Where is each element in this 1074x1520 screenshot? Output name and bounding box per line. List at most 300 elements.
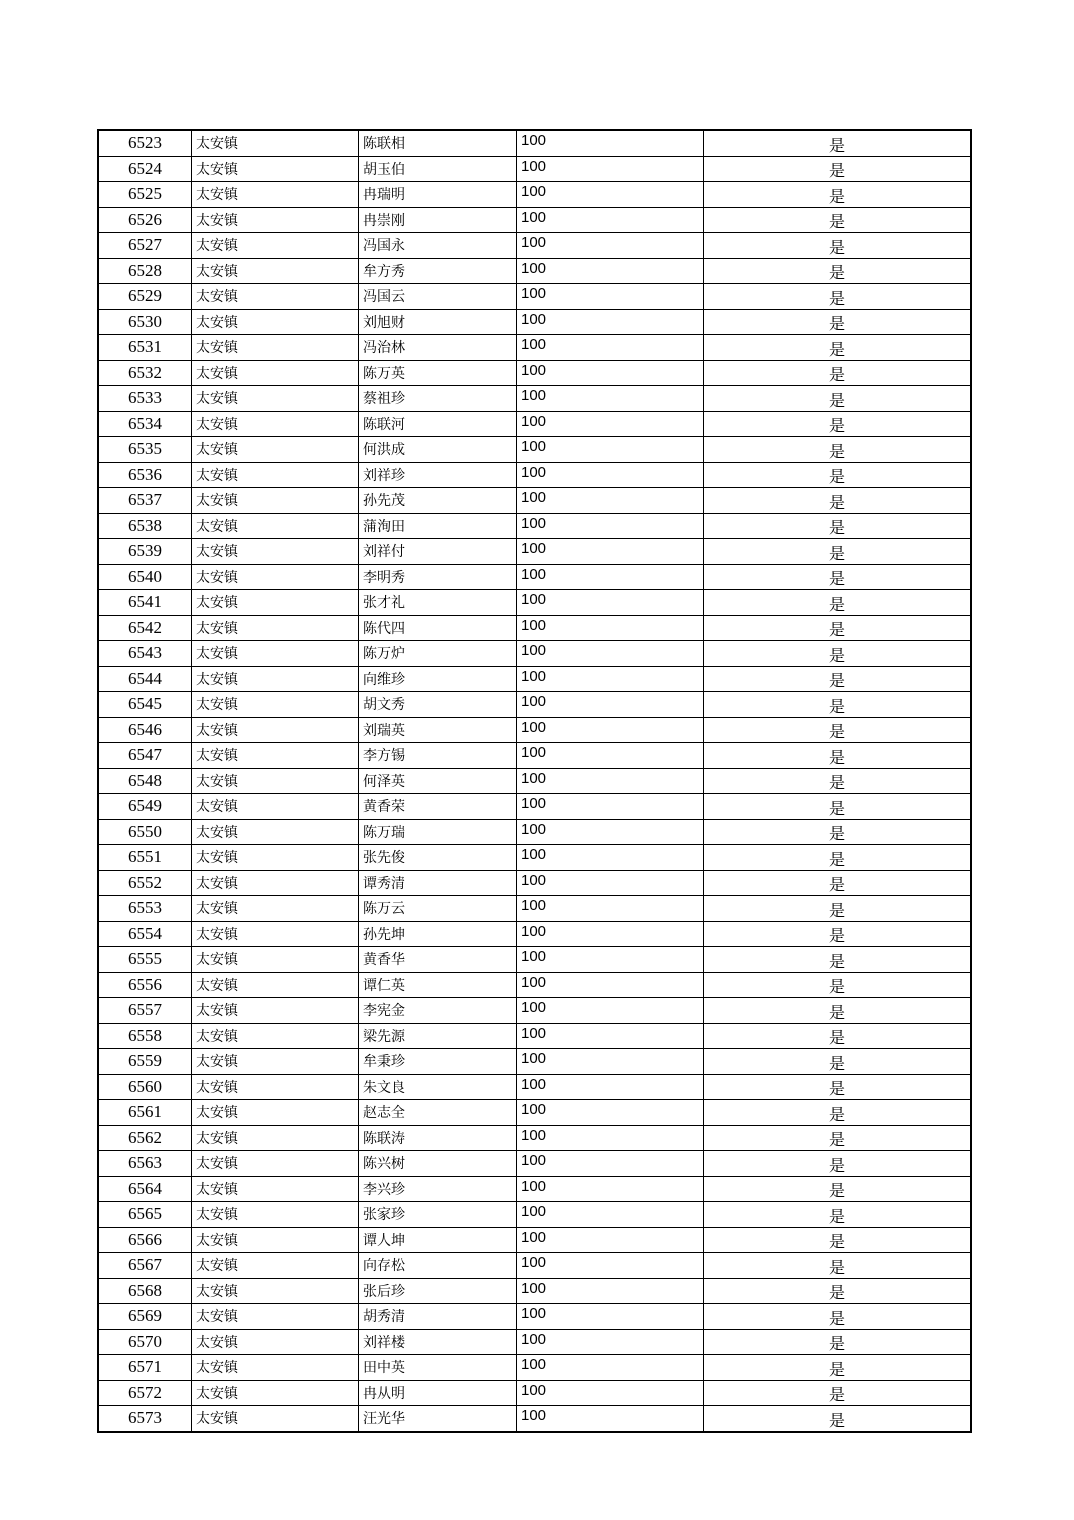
person-name-cell: 孙先茂 bbox=[359, 488, 517, 514]
status-cell: 是 bbox=[704, 1253, 972, 1279]
status-cell: 是 bbox=[704, 411, 972, 437]
town-cell: 太安镇 bbox=[192, 666, 359, 692]
amount-cell: 100 bbox=[517, 1329, 704, 1355]
table-row bbox=[98, 284, 971, 310]
row-number-cell: 6549 bbox=[98, 794, 192, 820]
table-row bbox=[98, 845, 971, 871]
amount-cell: 100 bbox=[517, 360, 704, 386]
amount-cell: 100 bbox=[517, 921, 704, 947]
amount-cell: 100 bbox=[517, 309, 704, 335]
town-cell: 太安镇 bbox=[192, 233, 359, 259]
row-number-cell: 6572 bbox=[98, 1380, 192, 1406]
amount-cell: 100 bbox=[517, 1100, 704, 1126]
amount-cell: 100 bbox=[517, 692, 704, 718]
person-name-cell: 李宪金 bbox=[359, 998, 517, 1024]
status-cell: 是 bbox=[704, 998, 972, 1024]
person-name-cell: 蒲洵田 bbox=[359, 513, 517, 539]
town-cell: 太安镇 bbox=[192, 207, 359, 233]
person-name-cell: 胡玉伯 bbox=[359, 156, 517, 182]
row-number-cell: 6523 bbox=[98, 130, 192, 156]
town-cell: 太安镇 bbox=[192, 819, 359, 845]
status-cell: 是 bbox=[704, 309, 972, 335]
person-name-cell: 张家珍 bbox=[359, 1202, 517, 1228]
table-row bbox=[98, 360, 971, 386]
amount-cell: 100 bbox=[517, 870, 704, 896]
town-cell: 太安镇 bbox=[192, 615, 359, 641]
town-cell: 太安镇 bbox=[192, 768, 359, 794]
table-row bbox=[98, 768, 971, 794]
town-cell: 太安镇 bbox=[192, 1227, 359, 1253]
row-number-cell: 6536 bbox=[98, 462, 192, 488]
table-row bbox=[98, 1049, 971, 1075]
town-cell: 太安镇 bbox=[192, 1100, 359, 1126]
town-cell: 太安镇 bbox=[192, 130, 359, 156]
town-cell: 太安镇 bbox=[192, 284, 359, 310]
town-cell: 太安镇 bbox=[192, 539, 359, 565]
person-name-cell: 胡文秀 bbox=[359, 692, 517, 718]
person-name-cell: 陈联相 bbox=[359, 130, 517, 156]
person-name-cell: 谭仁英 bbox=[359, 972, 517, 998]
amount-cell: 100 bbox=[517, 386, 704, 412]
table-row bbox=[98, 743, 971, 769]
status-cell: 是 bbox=[704, 1278, 972, 1304]
status-cell: 是 bbox=[704, 539, 972, 565]
amount-cell: 100 bbox=[517, 1176, 704, 1202]
amount-cell: 100 bbox=[517, 335, 704, 361]
town-cell: 太安镇 bbox=[192, 590, 359, 616]
town-cell: 太安镇 bbox=[192, 360, 359, 386]
status-cell: 是 bbox=[704, 590, 972, 616]
amount-cell: 100 bbox=[517, 947, 704, 973]
row-number-cell: 6531 bbox=[98, 335, 192, 361]
table-row bbox=[98, 335, 971, 361]
status-cell: 是 bbox=[704, 1023, 972, 1049]
amount-cell: 100 bbox=[517, 1355, 704, 1381]
status-cell: 是 bbox=[704, 1100, 972, 1126]
row-number-cell: 6550 bbox=[98, 819, 192, 845]
table-row bbox=[98, 233, 971, 259]
table-row bbox=[98, 130, 971, 156]
row-number-cell: 6530 bbox=[98, 309, 192, 335]
person-name-cell: 谭秀清 bbox=[359, 870, 517, 896]
row-number-cell: 6552 bbox=[98, 870, 192, 896]
amount-cell: 100 bbox=[517, 972, 704, 998]
amount-cell: 100 bbox=[517, 743, 704, 769]
row-number-cell: 6554 bbox=[98, 921, 192, 947]
table-row bbox=[98, 641, 971, 667]
town-cell: 太安镇 bbox=[192, 1023, 359, 1049]
status-cell: 是 bbox=[704, 156, 972, 182]
person-name-cell: 黄香荣 bbox=[359, 794, 517, 820]
row-number-cell: 6524 bbox=[98, 156, 192, 182]
row-number-cell: 6542 bbox=[98, 615, 192, 641]
town-cell: 太安镇 bbox=[192, 998, 359, 1024]
amount-cell: 100 bbox=[517, 488, 704, 514]
amount-cell: 100 bbox=[517, 284, 704, 310]
row-number-cell: 6568 bbox=[98, 1278, 192, 1304]
status-cell: 是 bbox=[704, 972, 972, 998]
row-number-cell: 6527 bbox=[98, 233, 192, 259]
status-cell: 是 bbox=[704, 1074, 972, 1100]
table-row bbox=[98, 1125, 971, 1151]
amount-cell: 100 bbox=[517, 615, 704, 641]
table-row bbox=[98, 1380, 971, 1406]
table-row bbox=[98, 717, 971, 743]
person-name-cell: 胡秀清 bbox=[359, 1304, 517, 1330]
person-name-cell: 陈万炉 bbox=[359, 641, 517, 667]
person-name-cell: 陈万云 bbox=[359, 896, 517, 922]
row-number-cell: 6526 bbox=[98, 207, 192, 233]
status-cell: 是 bbox=[704, 794, 972, 820]
town-cell: 太安镇 bbox=[192, 743, 359, 769]
row-number-cell: 6528 bbox=[98, 258, 192, 284]
amount-cell: 100 bbox=[517, 1125, 704, 1151]
row-number-cell: 6537 bbox=[98, 488, 192, 514]
row-number-cell: 6564 bbox=[98, 1176, 192, 1202]
amount-cell: 100 bbox=[517, 819, 704, 845]
person-name-cell: 冯国云 bbox=[359, 284, 517, 310]
amount-cell: 100 bbox=[517, 768, 704, 794]
table-row bbox=[98, 615, 971, 641]
amount-cell: 100 bbox=[517, 1202, 704, 1228]
table-row bbox=[98, 539, 971, 565]
status-cell: 是 bbox=[704, 743, 972, 769]
table-row bbox=[98, 1406, 971, 1432]
person-name-cell: 谭人坤 bbox=[359, 1227, 517, 1253]
person-name-cell: 何洪成 bbox=[359, 437, 517, 463]
amount-cell: 100 bbox=[517, 156, 704, 182]
table-row bbox=[98, 794, 971, 820]
row-number-cell: 6559 bbox=[98, 1049, 192, 1075]
status-cell: 是 bbox=[704, 921, 972, 947]
town-cell: 太安镇 bbox=[192, 156, 359, 182]
town-cell: 太安镇 bbox=[192, 386, 359, 412]
amount-cell: 100 bbox=[517, 1023, 704, 1049]
row-number-cell: 6539 bbox=[98, 539, 192, 565]
town-cell: 太安镇 bbox=[192, 309, 359, 335]
status-cell: 是 bbox=[704, 462, 972, 488]
person-name-cell: 张先俊 bbox=[359, 845, 517, 871]
status-cell: 是 bbox=[704, 1049, 972, 1075]
town-cell: 太安镇 bbox=[192, 1278, 359, 1304]
status-cell: 是 bbox=[704, 335, 972, 361]
row-number-cell: 6573 bbox=[98, 1406, 192, 1432]
amount-cell: 100 bbox=[517, 1074, 704, 1100]
amount-cell: 100 bbox=[517, 207, 704, 233]
status-cell: 是 bbox=[704, 615, 972, 641]
status-cell: 是 bbox=[704, 258, 972, 284]
amount-cell: 100 bbox=[517, 1253, 704, 1279]
table-row bbox=[98, 1304, 971, 1330]
status-cell: 是 bbox=[704, 207, 972, 233]
person-name-cell: 黄香华 bbox=[359, 947, 517, 973]
town-cell: 太安镇 bbox=[192, 794, 359, 820]
row-number-cell: 6555 bbox=[98, 947, 192, 973]
row-number-cell: 6529 bbox=[98, 284, 192, 310]
amount-cell: 100 bbox=[517, 717, 704, 743]
table-row bbox=[98, 1151, 971, 1177]
amount-cell: 100 bbox=[517, 641, 704, 667]
person-name-cell: 张才礼 bbox=[359, 590, 517, 616]
person-name-cell: 冯治林 bbox=[359, 335, 517, 361]
row-number-cell: 6565 bbox=[98, 1202, 192, 1228]
status-cell: 是 bbox=[704, 819, 972, 845]
status-cell: 是 bbox=[704, 1355, 972, 1381]
table-row bbox=[98, 258, 971, 284]
table-row bbox=[98, 1176, 971, 1202]
town-cell: 太安镇 bbox=[192, 972, 359, 998]
table-row bbox=[98, 564, 971, 590]
row-number-cell: 6566 bbox=[98, 1227, 192, 1253]
table-row bbox=[98, 1074, 971, 1100]
row-number-cell: 6558 bbox=[98, 1023, 192, 1049]
status-cell: 是 bbox=[704, 896, 972, 922]
table-row bbox=[98, 896, 971, 922]
row-number-cell: 6525 bbox=[98, 182, 192, 208]
person-name-cell: 赵志全 bbox=[359, 1100, 517, 1126]
amount-cell: 100 bbox=[517, 437, 704, 463]
status-cell: 是 bbox=[704, 641, 972, 667]
table-row bbox=[98, 411, 971, 437]
row-number-cell: 6547 bbox=[98, 743, 192, 769]
person-name-cell: 冉从明 bbox=[359, 1380, 517, 1406]
town-cell: 太安镇 bbox=[192, 1329, 359, 1355]
town-cell: 太安镇 bbox=[192, 1253, 359, 1279]
table-body bbox=[98, 130, 971, 1432]
table-row bbox=[98, 870, 971, 896]
town-cell: 太安镇 bbox=[192, 462, 359, 488]
status-cell: 是 bbox=[704, 870, 972, 896]
status-cell: 是 bbox=[704, 130, 972, 156]
table-row bbox=[98, 488, 971, 514]
town-cell: 太安镇 bbox=[192, 411, 359, 437]
town-cell: 太安镇 bbox=[192, 564, 359, 590]
town-cell: 太安镇 bbox=[192, 692, 359, 718]
status-cell: 是 bbox=[704, 1406, 972, 1432]
town-cell: 太安镇 bbox=[192, 1202, 359, 1228]
table-row bbox=[98, 1202, 971, 1228]
status-cell: 是 bbox=[704, 233, 972, 259]
status-cell: 是 bbox=[704, 513, 972, 539]
table-row bbox=[98, 182, 971, 208]
row-number-cell: 6551 bbox=[98, 845, 192, 871]
amount-cell: 100 bbox=[517, 845, 704, 871]
person-name-cell: 向维珍 bbox=[359, 666, 517, 692]
person-name-cell: 李方锡 bbox=[359, 743, 517, 769]
person-name-cell: 牟秉珍 bbox=[359, 1049, 517, 1075]
row-number-cell: 6561 bbox=[98, 1100, 192, 1126]
town-cell: 太安镇 bbox=[192, 182, 359, 208]
row-number-cell: 6570 bbox=[98, 1329, 192, 1355]
person-name-cell: 蔡祖珍 bbox=[359, 386, 517, 412]
status-cell: 是 bbox=[704, 488, 972, 514]
row-number-cell: 6548 bbox=[98, 768, 192, 794]
row-number-cell: 6540 bbox=[98, 564, 192, 590]
town-cell: 太安镇 bbox=[192, 488, 359, 514]
town-cell: 太安镇 bbox=[192, 896, 359, 922]
amount-cell: 100 bbox=[517, 590, 704, 616]
town-cell: 太安镇 bbox=[192, 1355, 359, 1381]
row-number-cell: 6546 bbox=[98, 717, 192, 743]
row-number-cell: 6535 bbox=[98, 437, 192, 463]
town-cell: 太安镇 bbox=[192, 870, 359, 896]
table-row bbox=[98, 1355, 971, 1381]
status-cell: 是 bbox=[704, 182, 972, 208]
row-number-cell: 6567 bbox=[98, 1253, 192, 1279]
person-name-cell: 李兴珍 bbox=[359, 1176, 517, 1202]
town-cell: 太安镇 bbox=[192, 1380, 359, 1406]
person-name-cell: 李明秀 bbox=[359, 564, 517, 590]
amount-cell: 100 bbox=[517, 896, 704, 922]
row-number-cell: 6544 bbox=[98, 666, 192, 692]
row-number-cell: 6563 bbox=[98, 1151, 192, 1177]
status-cell: 是 bbox=[704, 1176, 972, 1202]
status-cell: 是 bbox=[704, 1227, 972, 1253]
row-number-cell: 6533 bbox=[98, 386, 192, 412]
amount-cell: 100 bbox=[517, 1278, 704, 1304]
table-row bbox=[98, 1100, 971, 1126]
status-cell: 是 bbox=[704, 692, 972, 718]
table-row bbox=[98, 156, 971, 182]
person-name-cell: 汪光华 bbox=[359, 1406, 517, 1432]
status-cell: 是 bbox=[704, 845, 972, 871]
row-number-cell: 6557 bbox=[98, 998, 192, 1024]
table-row bbox=[98, 590, 971, 616]
row-number-cell: 6534 bbox=[98, 411, 192, 437]
person-name-cell: 陈代四 bbox=[359, 615, 517, 641]
status-cell: 是 bbox=[704, 437, 972, 463]
status-cell: 是 bbox=[704, 1304, 972, 1330]
town-cell: 太安镇 bbox=[192, 437, 359, 463]
table-row bbox=[98, 1023, 971, 1049]
town-cell: 太安镇 bbox=[192, 947, 359, 973]
status-cell: 是 bbox=[704, 1202, 972, 1228]
town-cell: 太安镇 bbox=[192, 335, 359, 361]
table-row bbox=[98, 309, 971, 335]
town-cell: 太安镇 bbox=[192, 1049, 359, 1075]
town-cell: 太安镇 bbox=[192, 1151, 359, 1177]
table-row bbox=[98, 437, 971, 463]
amount-cell: 100 bbox=[517, 539, 704, 565]
row-number-cell: 6571 bbox=[98, 1355, 192, 1381]
person-name-cell: 刘祥珍 bbox=[359, 462, 517, 488]
row-number-cell: 6562 bbox=[98, 1125, 192, 1151]
amount-cell: 100 bbox=[517, 513, 704, 539]
amount-cell: 100 bbox=[517, 1227, 704, 1253]
status-cell: 是 bbox=[704, 1151, 972, 1177]
town-cell: 太安镇 bbox=[192, 1074, 359, 1100]
amount-cell: 100 bbox=[517, 666, 704, 692]
table-row bbox=[98, 921, 971, 947]
person-name-cell: 田中英 bbox=[359, 1355, 517, 1381]
table-row bbox=[98, 998, 971, 1024]
row-number-cell: 6532 bbox=[98, 360, 192, 386]
status-cell: 是 bbox=[704, 666, 972, 692]
table-row bbox=[98, 207, 971, 233]
amount-cell: 100 bbox=[517, 462, 704, 488]
amount-cell: 100 bbox=[517, 130, 704, 156]
status-cell: 是 bbox=[704, 1125, 972, 1151]
person-name-cell: 刘旭财 bbox=[359, 309, 517, 335]
table-row bbox=[98, 1253, 971, 1279]
status-cell: 是 bbox=[704, 768, 972, 794]
status-cell: 是 bbox=[704, 717, 972, 743]
town-cell: 太安镇 bbox=[192, 845, 359, 871]
person-name-cell: 何泽英 bbox=[359, 768, 517, 794]
status-cell: 是 bbox=[704, 386, 972, 412]
person-name-cell: 陈联涛 bbox=[359, 1125, 517, 1151]
person-name-cell: 陈联河 bbox=[359, 411, 517, 437]
town-cell: 太安镇 bbox=[192, 1176, 359, 1202]
row-number-cell: 6553 bbox=[98, 896, 192, 922]
table-row bbox=[98, 972, 971, 998]
town-cell: 太安镇 bbox=[192, 258, 359, 284]
row-number-cell: 6556 bbox=[98, 972, 192, 998]
town-cell: 太安镇 bbox=[192, 1125, 359, 1151]
row-number-cell: 6560 bbox=[98, 1074, 192, 1100]
person-name-cell: 陈兴树 bbox=[359, 1151, 517, 1177]
table-row bbox=[98, 386, 971, 412]
amount-cell: 100 bbox=[517, 1380, 704, 1406]
person-name-cell: 陈万瑞 bbox=[359, 819, 517, 845]
row-number-cell: 6569 bbox=[98, 1304, 192, 1330]
town-cell: 太安镇 bbox=[192, 1304, 359, 1330]
person-name-cell: 孙先坤 bbox=[359, 921, 517, 947]
amount-cell: 100 bbox=[517, 794, 704, 820]
table-row bbox=[98, 692, 971, 718]
town-cell: 太安镇 bbox=[192, 513, 359, 539]
row-number-cell: 6543 bbox=[98, 641, 192, 667]
person-name-cell: 刘祥付 bbox=[359, 539, 517, 565]
amount-cell: 100 bbox=[517, 1406, 704, 1432]
amount-cell: 100 bbox=[517, 564, 704, 590]
table-row bbox=[98, 1329, 971, 1355]
amount-cell: 100 bbox=[517, 411, 704, 437]
person-name-cell: 冉瑞明 bbox=[359, 182, 517, 208]
person-name-cell: 陈万英 bbox=[359, 360, 517, 386]
status-cell: 是 bbox=[704, 947, 972, 973]
person-name-cell: 牟方秀 bbox=[359, 258, 517, 284]
table-row bbox=[98, 462, 971, 488]
table-row bbox=[98, 819, 971, 845]
status-cell: 是 bbox=[704, 360, 972, 386]
town-cell: 太安镇 bbox=[192, 717, 359, 743]
table-row bbox=[98, 1227, 971, 1253]
town-cell: 太安镇 bbox=[192, 921, 359, 947]
amount-cell: 100 bbox=[517, 1304, 704, 1330]
status-cell: 是 bbox=[704, 1380, 972, 1406]
person-name-cell: 张后珍 bbox=[359, 1278, 517, 1304]
row-number-cell: 6541 bbox=[98, 590, 192, 616]
amount-cell: 100 bbox=[517, 182, 704, 208]
status-cell: 是 bbox=[704, 284, 972, 310]
table-row bbox=[98, 513, 971, 539]
person-name-cell: 刘祥楼 bbox=[359, 1329, 517, 1355]
status-cell: 是 bbox=[704, 564, 972, 590]
person-name-cell: 梁先源 bbox=[359, 1023, 517, 1049]
amount-cell: 100 bbox=[517, 233, 704, 259]
row-number-cell: 6545 bbox=[98, 692, 192, 718]
amount-cell: 100 bbox=[517, 1049, 704, 1075]
amount-cell: 100 bbox=[517, 258, 704, 284]
table-row bbox=[98, 1278, 971, 1304]
row-number-cell: 6538 bbox=[98, 513, 192, 539]
person-name-cell: 向存松 bbox=[359, 1253, 517, 1279]
person-name-cell: 冯国永 bbox=[359, 233, 517, 259]
data-table bbox=[97, 129, 972, 1433]
status-cell: 是 bbox=[704, 1329, 972, 1355]
amount-cell: 100 bbox=[517, 998, 704, 1024]
